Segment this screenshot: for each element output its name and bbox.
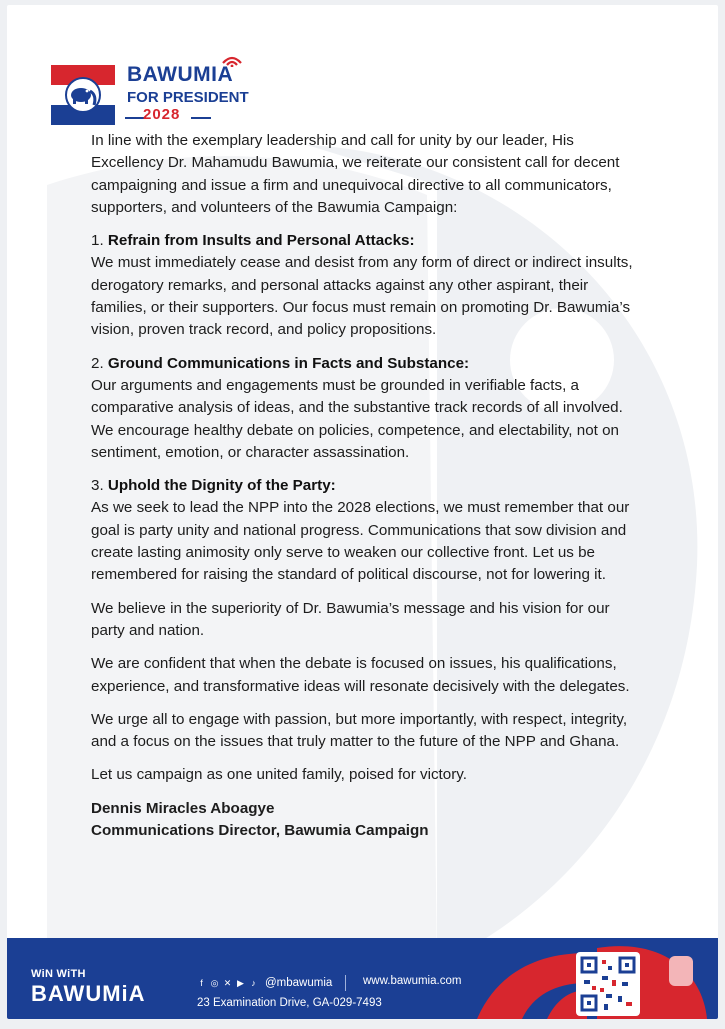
letter-body — [91, 130, 636, 842]
footer-contact — [197, 975, 382, 1009]
point-3-heading: Uphold the Dignity of the Party: — [107, 477, 336, 495]
point-2 — [91, 353, 636, 464]
campaign-logo — [51, 55, 271, 130]
point-1-text: We must immediately cease and desist from any form of direct or indirect insults, derogatory remarks, and personal attacks against any other aspirant, their families, or their supporters. Our focus must remain on promoting Dr. Bawumia’s vision, proven track record, and policy propositions. — [91, 254, 633, 339]
instagram-icon[interactable]: ◎ — [210, 977, 219, 988]
paragraph-unity: Let us campaign as one united family, poised for victory. — [91, 766, 467, 784]
signature-block — [91, 798, 636, 842]
signature-title: Communications Director, Bawumia Campaign — [91, 821, 429, 839]
youtube-icon[interactable]: ▶ — [237, 977, 244, 988]
brand-name: BAWUMIA — [127, 63, 234, 86]
point-3-number: 3. — [91, 477, 104, 495]
brand-year: 2028 — [143, 106, 181, 123]
footer-address: 23 Examination Drive, GA-029-7493 — [197, 997, 382, 1009]
point-2-heading: Ground Communications in Facts and Substance: — [107, 354, 470, 372]
year-line-left — [125, 117, 145, 119]
qr-code-icon[interactable] — [576, 952, 640, 1016]
footer-win-with: WiN WiTH — [31, 968, 86, 980]
point-1 — [91, 230, 636, 341]
point-3 — [91, 475, 636, 586]
x-icon[interactable]: ✕ — [223, 977, 232, 988]
point-3-text: As we seek to lead the NPP into the 2028 elections, we must remember that our goal is party unity and national progress. Communications that sow division and create lasting animosity only serve to weaken our collective front. Let us be remembered for raising the standard of political discourse, not for lowering it. — [91, 499, 630, 584]
year-line-right — [191, 117, 211, 119]
footer-bar — [7, 938, 718, 1019]
footer-brand — [31, 968, 146, 1007]
social-row — [197, 975, 382, 991]
point-2-number: 2. — [91, 354, 104, 372]
footer-brand-name: BAWUMiA — [31, 981, 146, 1006]
social-handle[interactable]: @mbawumia — [265, 977, 333, 989]
footer-website-link[interactable]: www.bawumia.com — [363, 975, 462, 987]
brand-subtitle: FOR PRESIDENT — [127, 89, 249, 106]
paragraph-confidence: We are confident that when the debate is focused on issues, his qualifications, experience, and transformative ideas will resonate decisively with the delegates. — [91, 655, 630, 695]
tiktok-icon[interactable]: ♪ — [251, 977, 256, 988]
footer-divider — [345, 975, 346, 991]
signature-name: Dennis Miracles Aboagye — [91, 799, 275, 817]
paragraph-belief: We believe in the superiority of Dr. Bawumia’s message and his vision for our party and nation. — [91, 599, 610, 639]
point-1-heading: Refrain from Insults and Personal Attacks: — [107, 232, 415, 250]
npp-elephant-flag-icon — [51, 65, 115, 125]
point-2-text: Our arguments and engagements must be grounded in verifiable facts, a comparative analysis of ideas, and the substantive track records of all involved. We encourage healthy debate on policies, competence, and electability, not on sentiment, emotion, or character assassination. — [91, 376, 623, 461]
point-1-number: 1. — [91, 232, 104, 250]
intro-paragraph: In line with the exemplary leadership and call for unity by our leader, His Excellency Dr. Mahamudu Bawumia, we reiterate our consistent call for decent campaigning and issue a firm and unequivocal directive to all communicators, supporters, and volunteers of the Bawumia Campaign: — [91, 132, 620, 216]
letter-page — [7, 5, 718, 1019]
facebook-icon[interactable]: f — [200, 977, 203, 988]
paragraph-urge: We urge all to engage with passion, but more importantly, with respect, integrity, and a focus on the issues that truly matter to the future of the NPP and Ghana. — [91, 710, 628, 751]
